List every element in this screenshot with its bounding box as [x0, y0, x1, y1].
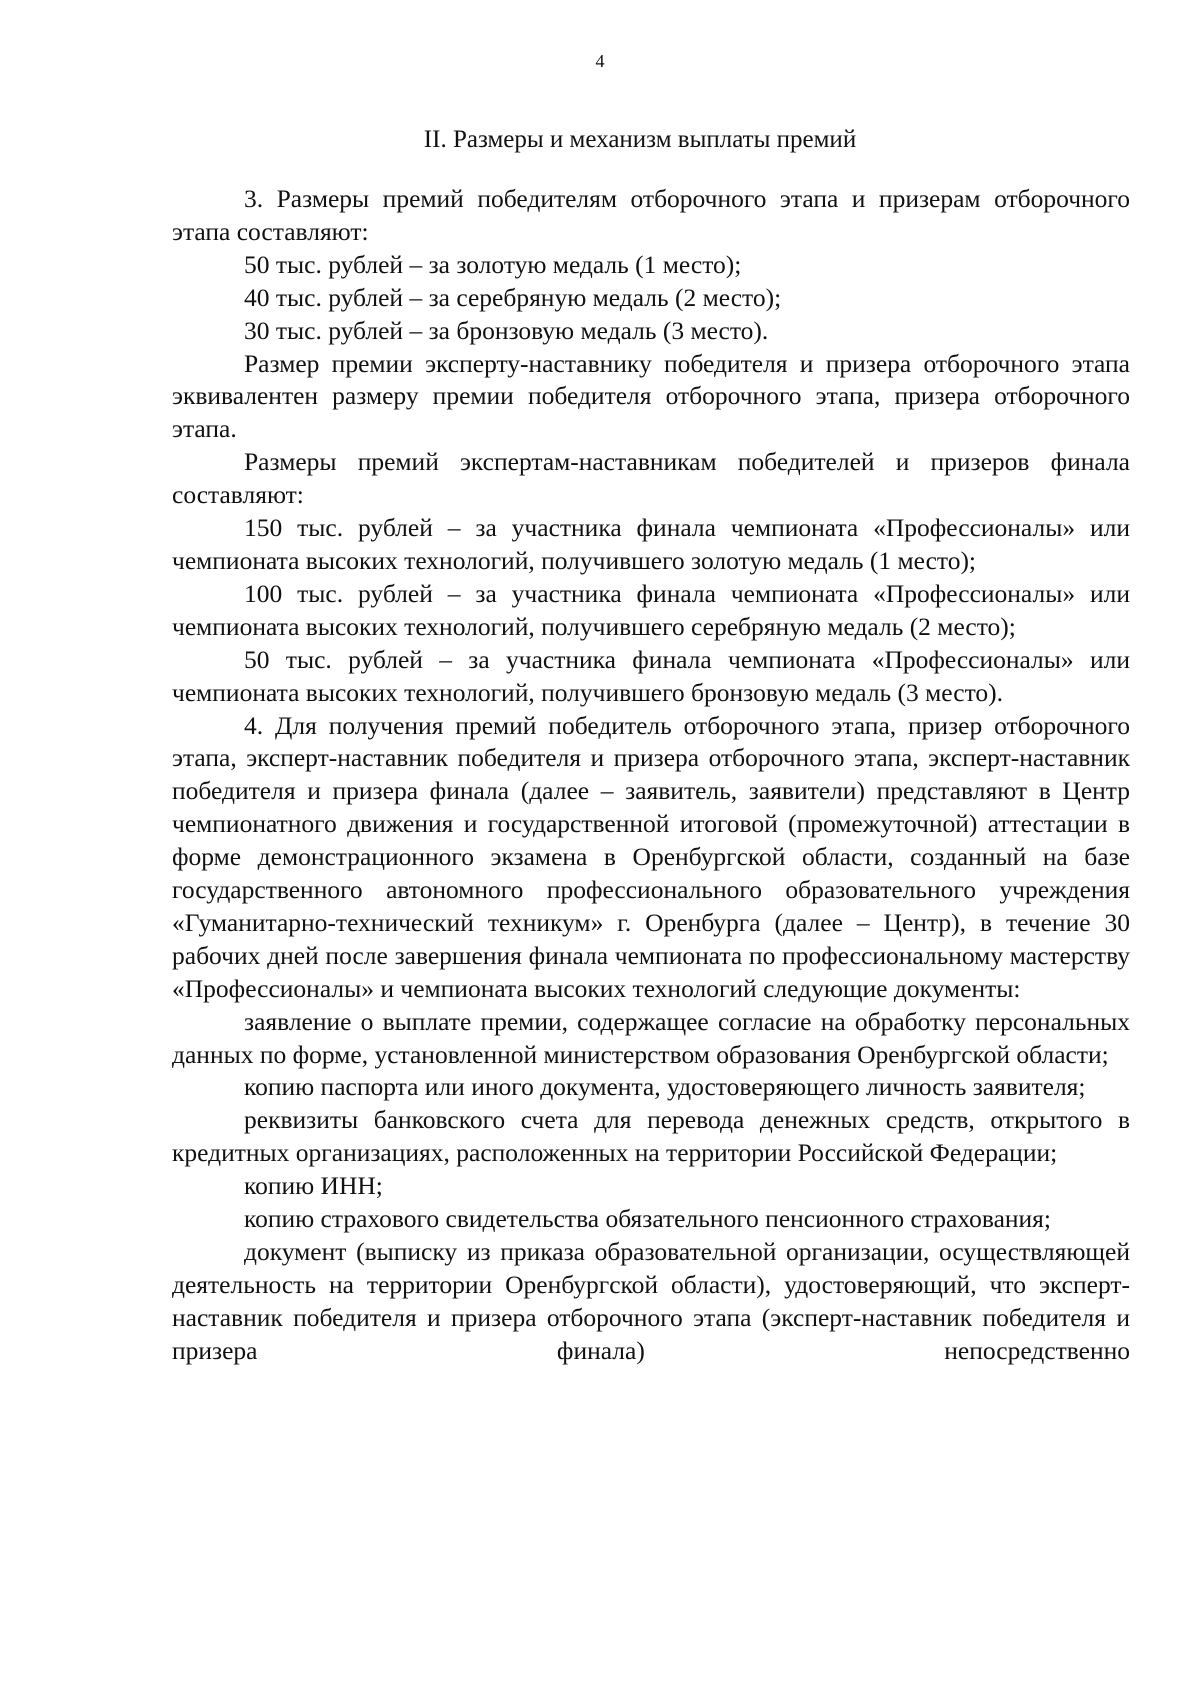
paragraph-mentor-qualifying: Размер премии эксперту-наставнику победителя и призера отборочного этапа эквивалентен размеру премии победителя отборочного этапа, призера отборочного этапа. — [172, 348, 1130, 444]
section-title: II. Размеры и механизм выплаты премий — [423, 126, 857, 153]
paragraph-final-gold: 150 тыс. рублей – за участника финала чемпионата «Профессионалы» или чемпионата высоких технологий, получившего золотую медаль (1 место); — [172, 513, 1130, 575]
document-body — [172, 183, 1130, 1368]
paragraph-insurance: копию страхового свидетельства обязательного пенсионного страхования; — [244, 1204, 1051, 1234]
paragraph-3-intro: 3. Размеры премий победителям отборочного этапа и призерам отборочного этапа составляют: — [172, 184, 1130, 246]
paragraph-application: заявление о выплате премии, содержащее согласие на обработку персональных данных по форме, установленной министерством образования Оренбургской области; — [172, 1006, 1130, 1069]
paragraph-gold-amount: 50 тыс. рублей – за золотую медаль (1 место); — [244, 249, 742, 279]
page-number: 4 — [595, 51, 605, 71]
paragraph-bank-details: реквизиты банковского счета для перевода денежных средств, открытого в кредитных организациях, расположенных на территории Российской Федерации; — [172, 1105, 1130, 1168]
paragraph-bronze-amount: 30 тыс. рублей – за бронзовую медаль (3 место). — [244, 315, 769, 345]
paragraph-final-bronze: 50 тыс. рублей – за участника финала чемпионата «Профессионалы» или чемпионата высоких технологий, получившего бронзовую медаль (3 место). — [172, 644, 1130, 707]
paragraph-passport: копию паспорта или иного документа, удостоверяющего личность заявителя; — [244, 1072, 1086, 1102]
paragraph-silver-amount: 40 тыс. рублей – за серебряную медаль (2 место); — [244, 282, 782, 312]
paragraph-order-extract: документ (выписку из приказа образовательной организации, осуществляющей деятельность на территории Оренбургской области), удостоверяющий, что эксперт-наставник победителя и призера отборочного этапа (эксперт-наставник победителя и призера финала) непосредственно — [172, 1237, 1130, 1365]
paragraph-mentor-final-intro: Размеры премий экспертам-наставникам победителей и призеров финала составляют: — [172, 447, 1130, 510]
paragraph-4-documents: 4. Для получения премий победитель отборочного этапа, призер отборочного этапа, эксперт-наставник победителя и призера отборочного этапа, эксперт-наставник победителя и призера финала (далее – заявитель, заявители) представляют в Центр чемпионатного движения и государственной итоговой (промежуточной) аттестации в форме демонстрационного экзамена в Оренбургской области, созданный на базе государственного автономного профессионального образовательного учреждения «Гуманитарно-технический техникум» г. Оренбурга (далее – Центр), в течение 30 рабочих дней после завершения финала чемпионата по профессиональному мастерству «Профессионалы» и чемпионата высоких технологий следующие документы: — [172, 710, 1130, 1003]
paragraph-inn: копию ИНН; — [244, 1171, 383, 1201]
paragraph-final-silver: 100 тыс. рублей – за участника финала чемпионата «Профессионалы» или чемпионата высоких технологий, получившего серебряную медаль (2 место); — [172, 578, 1130, 641]
